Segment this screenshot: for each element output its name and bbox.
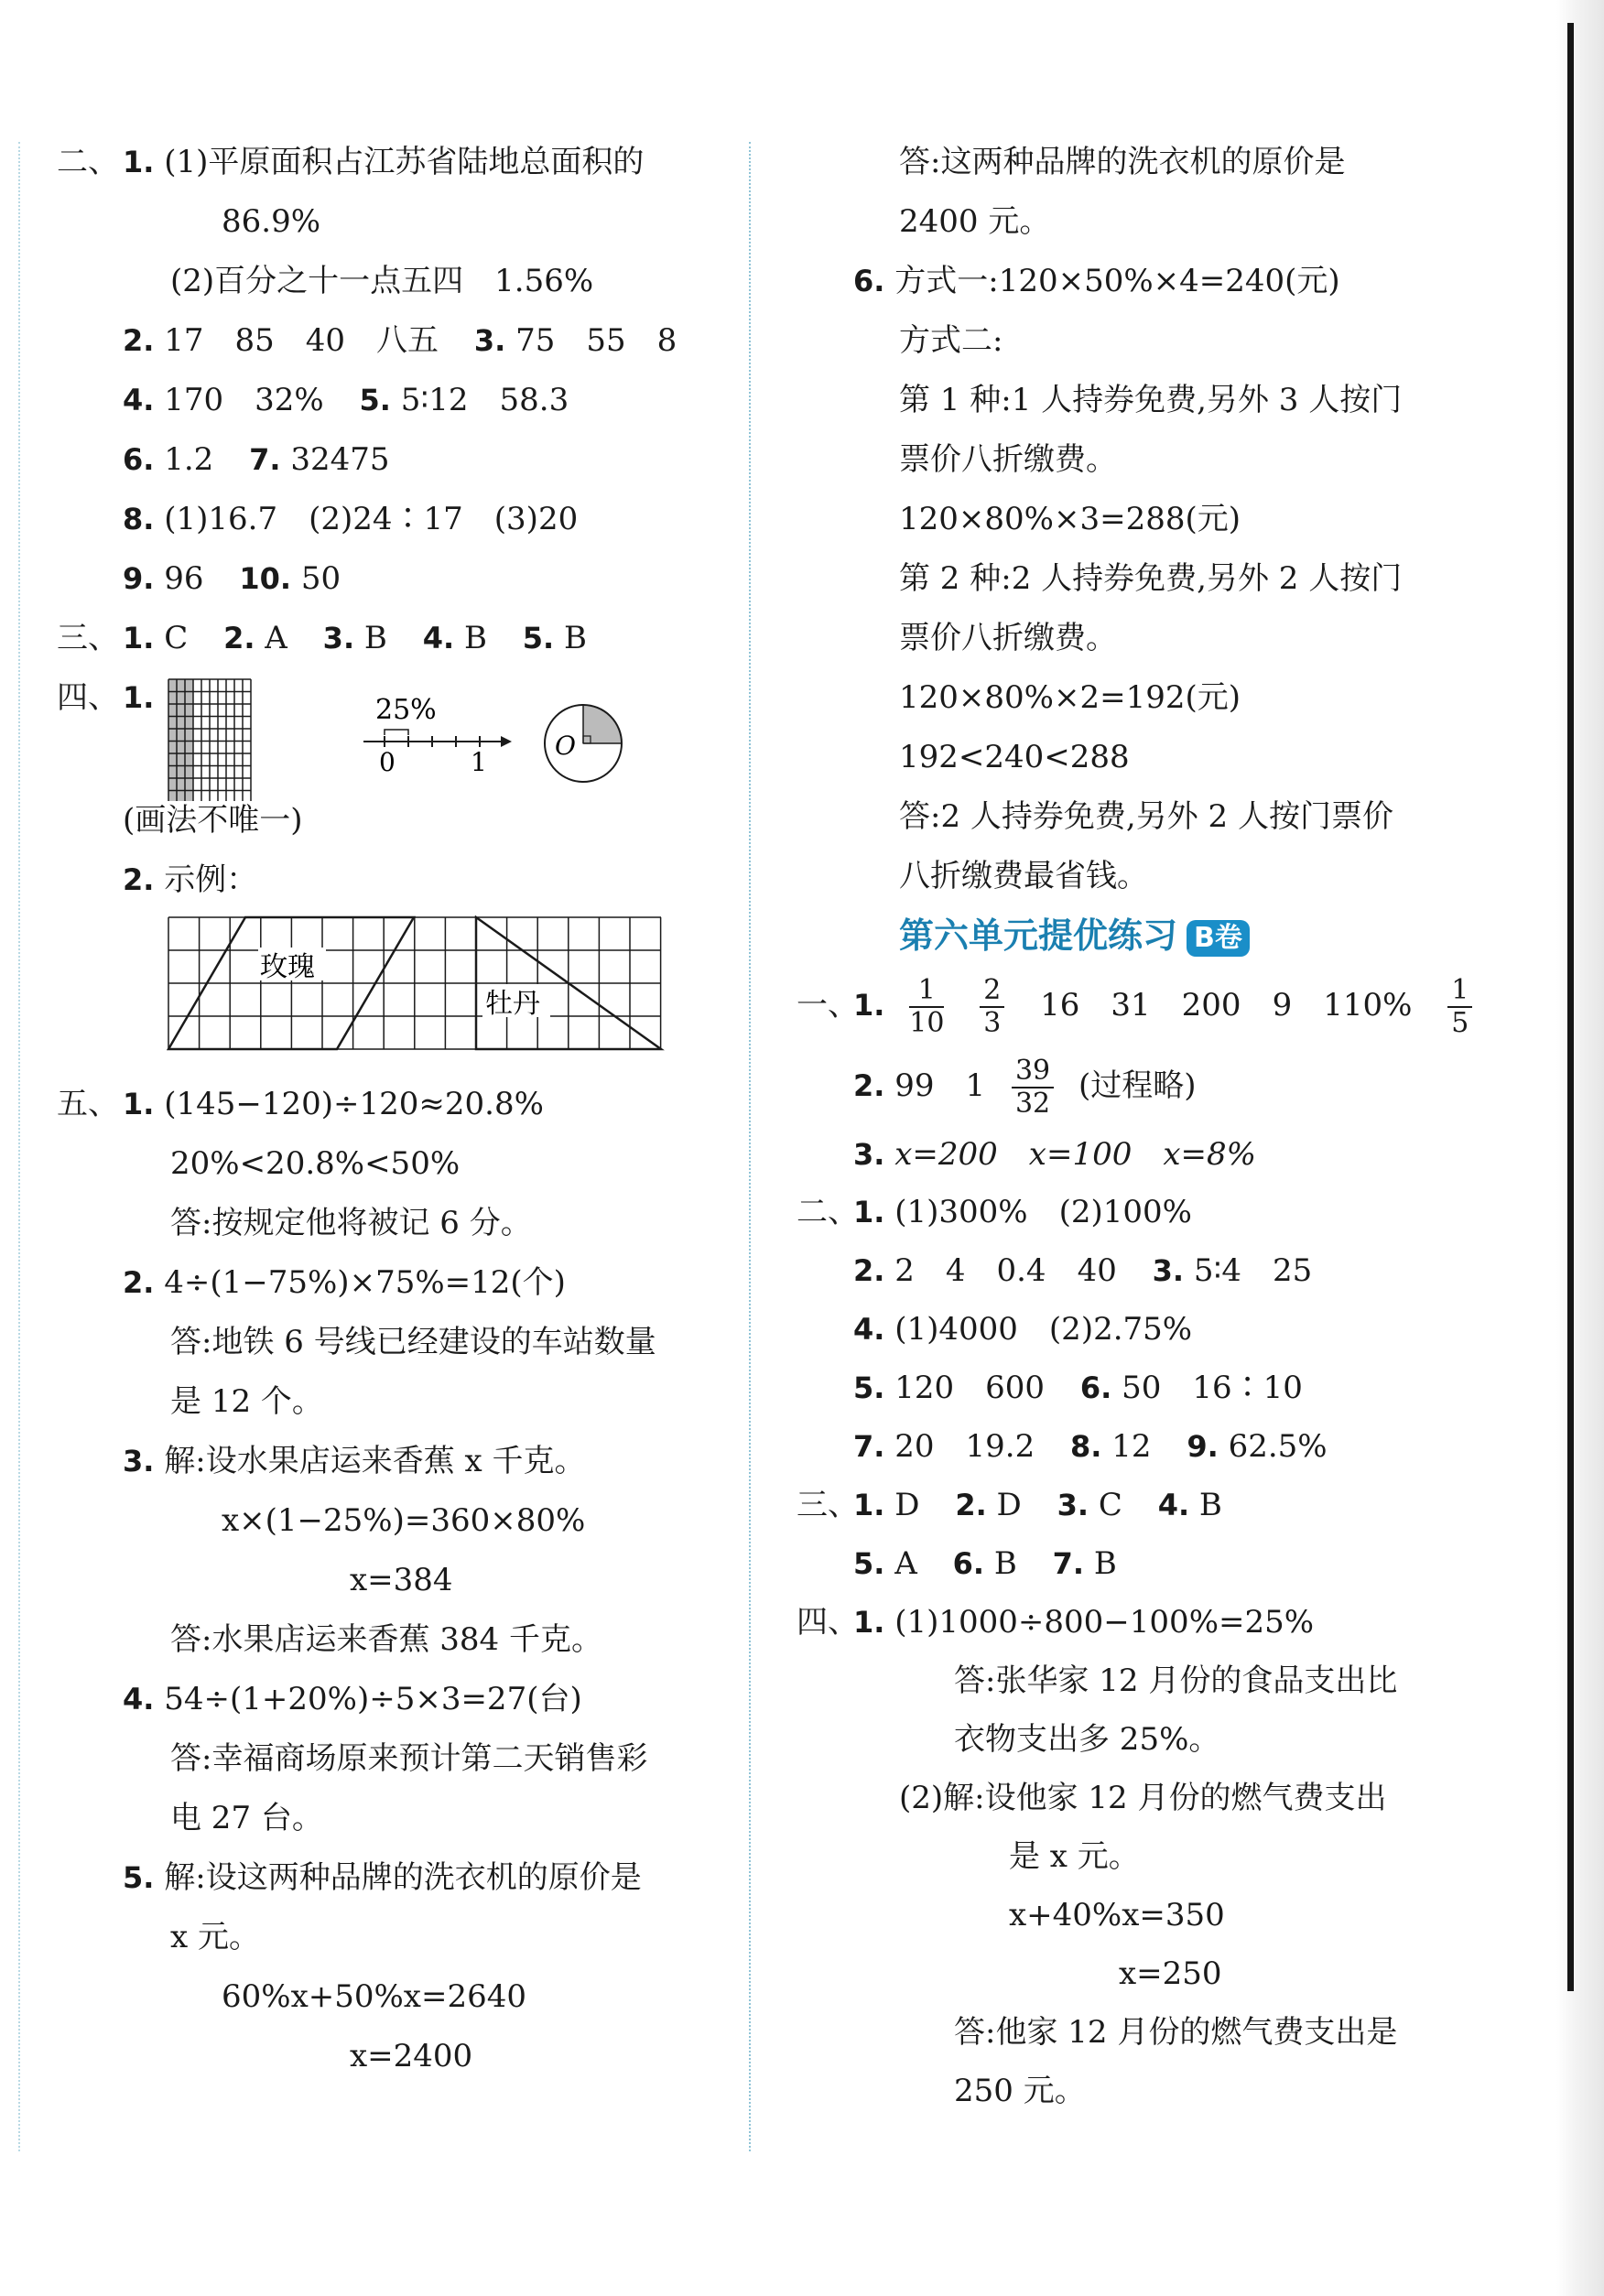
question-number: 2. [955, 1488, 987, 1522]
answer-line [797, 787, 1547, 847]
answer-line [57, 1075, 734, 1134]
answer-line [57, 1789, 734, 1848]
question-number: 2. [223, 621, 255, 655]
answer-text: 5∶4 25 [1193, 1252, 1313, 1289]
answer-text: 电 27 台。 [170, 1800, 323, 1836]
answer-text: 120×80%×3=288(元) [899, 501, 1241, 537]
answer-text: 方式二: [899, 322, 1003, 359]
answer-line [57, 430, 734, 490]
answer-line [57, 1372, 734, 1432]
answer-text: 16 31 200 9 110% [1040, 987, 1413, 1023]
percent-figures [167, 677, 734, 801]
question-number: 3. [1057, 1488, 1089, 1522]
answer-line [797, 2062, 1547, 2120]
answer-text: x=250 [1119, 1955, 1222, 1992]
answer-line [57, 1194, 734, 1253]
answer-line [57, 1908, 734, 1967]
zero-label: 0 [379, 747, 396, 777]
figure-row [57, 910, 734, 1075]
answer-text: x×(1−25%)=360×80% [222, 1502, 586, 1539]
answer-line [797, 2003, 1547, 2062]
answer-text: B [463, 620, 487, 656]
left-margin-guide [18, 142, 20, 2151]
answer-text: 50 [300, 560, 341, 597]
answer-text: 第 1 种:1 人持券免费,另外 3 人按门 [899, 382, 1403, 418]
percent-label: 25% [375, 694, 437, 726]
answer-line [797, 668, 1547, 728]
answer-line [797, 1652, 1547, 1710]
answer-line [797, 847, 1547, 906]
answer-text: 96 [164, 560, 204, 597]
answer-text: x=200 x=100 x=8% [894, 1136, 1256, 1173]
peony-label: 牡丹 [485, 988, 540, 1020]
question-number: 9. [1187, 1429, 1219, 1464]
answer-text: B [993, 1545, 1017, 1582]
question-number: 1. [853, 988, 885, 1023]
answer-line [797, 1300, 1547, 1359]
right-column [797, 133, 1547, 2120]
answer-line [797, 1359, 1547, 1417]
answer-text: B [363, 620, 387, 656]
question-number: 9. [123, 561, 155, 596]
question-number: 1. [123, 621, 155, 655]
answer-text: 75 55 8 [515, 322, 677, 359]
answer-text: D [894, 1487, 920, 1523]
question-number: 2. [853, 1253, 885, 1288]
answer-text: 86.9% [222, 203, 321, 240]
answer-text: (1)平原面积占江苏省陆地总面积的 [164, 144, 645, 180]
section-label: 五、 [57, 1086, 119, 1122]
answer-line [797, 371, 1547, 430]
question-number: 2. [123, 1265, 155, 1300]
answer-line [57, 850, 734, 910]
answer-text: C [1098, 1487, 1122, 1523]
question-number: 5. [853, 1370, 885, 1405]
answer-text: 2400 元。 [899, 203, 1051, 240]
center-label: O [555, 731, 576, 761]
answer-line [797, 1417, 1547, 1476]
answer-line [57, 133, 734, 192]
section-label: 四、 [797, 1604, 859, 1641]
answer-text: 192<240<288 [899, 739, 1130, 775]
section-label: 三、 [797, 1487, 859, 1523]
question-number: 1. [853, 1195, 885, 1229]
answer-line [797, 192, 1547, 252]
answer-text: 17 85 40 八五 [164, 322, 439, 359]
question-number: 3. [473, 323, 506, 358]
answer-text: 120 600 [894, 1370, 1046, 1406]
answer-line [57, 490, 734, 549]
question-number: 5. [522, 621, 555, 655]
answer-line [57, 1313, 734, 1372]
column-divider [749, 142, 751, 2151]
answer-text: x+40%x=350 [1009, 1897, 1225, 1933]
answer-text: 八折缴费最省钱。 [899, 858, 1148, 894]
answer-text: D [996, 1487, 1022, 1523]
answer-line [797, 1944, 1547, 2003]
percent-bracket [385, 730, 408, 735]
answer-text: (1)4000 (2)2.75% [894, 1311, 1193, 1348]
answer-line [57, 1432, 734, 1491]
answer-text: x 元。 [170, 1919, 260, 1955]
section-label: 二、 [57, 144, 119, 180]
question-number: 6. [853, 264, 885, 298]
answer-text: 答:水果店运来香蕉 384 千克。 [170, 1621, 602, 1658]
answer-text: 4÷(1−75%)×75%=12(个) [164, 1264, 566, 1301]
numerator: 39 [1012, 1056, 1054, 1088]
answer-text: 170 32% [164, 382, 324, 418]
fraction [1447, 975, 1472, 1039]
numerator: 2 [980, 975, 1004, 1008]
answer-text: 12 [1111, 1428, 1152, 1465]
question-number: 2. [853, 1068, 885, 1103]
answer-text: 2 4 0.4 40 [894, 1252, 1117, 1289]
answer-line [797, 1126, 1547, 1183]
answer-line [797, 549, 1547, 609]
rose-label: 玫瑰 [260, 951, 315, 983]
one-label: 1 [471, 747, 487, 777]
answer-line [57, 1610, 734, 1670]
answer-line [797, 1593, 1547, 1652]
answer-line [797, 1534, 1547, 1593]
fraction [1012, 1056, 1054, 1120]
answer-text: 60%x+50%x=2640 [222, 1978, 526, 2015]
fraction [909, 975, 944, 1039]
section-label: 四、 [57, 679, 119, 716]
volume-badge: B卷 [1187, 920, 1250, 957]
answer-line [797, 1886, 1547, 1944]
answer-text: A [265, 620, 287, 656]
question-number: 4. [422, 621, 455, 655]
answer-text: x=384 [350, 1562, 453, 1598]
answer-line [57, 668, 154, 728]
answer-text: (145−120)÷120≈20.8% [164, 1086, 544, 1122]
answer-line [57, 2027, 734, 2086]
answer-text: 答:地铁 6 号线已经建设的车站数量 [170, 1324, 656, 1360]
answer-line [797, 1241, 1547, 1300]
denominator: 32 [1014, 1088, 1051, 1120]
answer-text: 答:张华家 12 月份的食品支出比 [954, 1662, 1398, 1699]
answer-text: B [1093, 1545, 1117, 1582]
answer-text: 5∶12 58.3 [400, 382, 569, 418]
answer-text: 99 1 [894, 1067, 986, 1104]
answer-text: 20%<20.8%<50% [170, 1145, 461, 1182]
answer-text: 第 2 种:2 人持券免费,另外 2 人按门 [899, 560, 1403, 597]
answer-text: x=2400 [350, 2038, 473, 2074]
answer-text: 1.2 [164, 441, 214, 478]
answer-text: (过程略) [1078, 1067, 1197, 1104]
heading-text: 第六单元提优练习 [899, 915, 1178, 956]
question-number: 8. [123, 502, 155, 536]
question-number: 5. [123, 1860, 155, 1895]
page-edge-shadow [1556, 0, 1604, 2296]
answer-line [57, 791, 734, 850]
binding-edge [1567, 23, 1574, 1991]
section-label: 一、 [797, 987, 859, 1023]
denominator: 10 [909, 1007, 945, 1039]
denominator: 3 [983, 1007, 1002, 1039]
question-number: 1. [123, 145, 155, 179]
numerator: 1 [909, 975, 944, 1008]
question-number: 1. [853, 1605, 885, 1640]
answer-text: 答:这两种品牌的洗衣机的原价是 [899, 144, 1346, 180]
left-column [57, 133, 734, 2086]
unit-heading [797, 906, 1547, 965]
question-number: 6. [1079, 1370, 1112, 1405]
answer-line [57, 1491, 734, 1551]
question-number: 3. [1152, 1253, 1185, 1288]
answer-line [797, 1710, 1547, 1769]
answer-text: (1)1000÷800−100%=25% [894, 1604, 1315, 1641]
question-number: 3. [853, 1137, 885, 1172]
answer-line [57, 609, 734, 668]
answer-text: C [164, 620, 189, 656]
answer-text: 是 x 元。 [1009, 1838, 1140, 1875]
answer-text: 62.5% [1228, 1428, 1328, 1465]
question-number: 1. [123, 680, 155, 715]
answer-line [797, 490, 1547, 549]
answer-text: (2)解:设他家 12 月份的燃气费支出 [899, 1780, 1387, 1816]
answer-line [57, 1134, 734, 1194]
question-number: 3. [123, 1444, 155, 1478]
answer-line [797, 1769, 1547, 1827]
answer-text: (2)百分之十一点五四 1.56% [170, 263, 594, 299]
question-number: 5. [359, 383, 391, 417]
section-label: 二、 [797, 1194, 859, 1230]
answer-text: 答:幸福商场原来预计第二天销售彩 [170, 1740, 648, 1777]
answer-line [797, 311, 1547, 371]
answer-line [57, 1729, 734, 1789]
answer-text: 是 12 个。 [170, 1383, 323, 1420]
answer-line [797, 252, 1547, 311]
answer-text: 示例： [164, 861, 258, 898]
answer-line [797, 965, 1547, 1045]
answer-line [57, 311, 734, 371]
answer-text: 20 19.2 [894, 1428, 1035, 1465]
flower-bed-grid [167, 915, 670, 1071]
answer-line [57, 549, 734, 609]
question-number: 1. [853, 1488, 885, 1522]
question-number: 4. [123, 383, 155, 417]
answer-line [57, 1967, 734, 2027]
question-number: 6. [123, 442, 155, 477]
question-number: 7. [249, 442, 281, 477]
answer-line [57, 1253, 734, 1313]
answer-text: (1)300% (2)100% [894, 1194, 1192, 1230]
denominator: 5 [1451, 1007, 1469, 1039]
answer-text: A [894, 1545, 917, 1582]
answer-text: 衣物支出多 25%。 [954, 1721, 1220, 1758]
answer-line [797, 1827, 1547, 1886]
question-number: 1. [123, 1087, 155, 1121]
question-number: 6. [952, 1546, 985, 1581]
question-number: 8. [1070, 1429, 1102, 1464]
question-number: 4. [1157, 1488, 1190, 1522]
answer-line [797, 1183, 1547, 1241]
answer-line [797, 430, 1547, 490]
answer-line [57, 192, 734, 252]
answer-text: 解:设这两种品牌的洗衣机的原价是 [164, 1859, 642, 1896]
answer-line [797, 609, 1547, 668]
answer-text: 50 16∶10 [1122, 1370, 1303, 1406]
figure-row [57, 668, 734, 796]
fraction [980, 975, 1004, 1039]
note-text: (画法不唯一) [123, 802, 303, 839]
answer-line [57, 1848, 734, 1908]
answer-text: 方式一:120×50%×4=240(元) [894, 263, 1340, 299]
answer-text: 250 元。 [954, 2073, 1086, 2109]
answer-line [797, 1045, 1547, 1126]
answer-text: 答:他家 12 月份的燃气费支出是 [954, 2014, 1398, 2051]
answer-text: 票价八折缴费。 [899, 441, 1117, 478]
answer-line [57, 1670, 734, 1729]
answer-line [797, 133, 1547, 192]
answer-line [57, 1551, 734, 1610]
answer-text: 54÷(1+20%)÷5×3=27(台) [164, 1681, 582, 1717]
question-number: 10. [239, 561, 291, 596]
number-line-arrow [501, 736, 512, 747]
answer-text: 解:设水果店运来香蕉 x 千克。 [164, 1443, 586, 1479]
answer-text: 120×80%×2=192(元) [899, 679, 1241, 716]
question-number: 2. [123, 862, 155, 897]
answer-text: 答:2 人持券免费,另外 2 人按门票价 [899, 798, 1393, 835]
section-label: 三、 [57, 620, 119, 656]
question-number: 7. [1052, 1546, 1085, 1581]
answer-line [57, 371, 734, 430]
answer-line [57, 252, 734, 311]
answer-text: 票价八折缴费。 [899, 620, 1117, 656]
question-number: 7. [853, 1429, 885, 1464]
hundred-grid [168, 679, 193, 801]
answer-text: B [564, 620, 587, 656]
answer-text: B [1198, 1487, 1222, 1523]
question-number: 4. [853, 1312, 885, 1347]
answer-line [797, 1476, 1547, 1534]
answer-text: 32475 [290, 441, 390, 478]
question-number: 3. [322, 621, 355, 655]
question-number: 5. [853, 1546, 885, 1581]
answer-line [797, 728, 1547, 787]
answer-text: 答:按规定他将被记 6 分。 [170, 1205, 532, 1241]
question-number: 4. [123, 1682, 155, 1717]
question-number: 2. [123, 323, 155, 358]
numerator: 1 [1447, 975, 1472, 1008]
answer-text: (1)16.7 (2)24∶17 (3)20 [164, 501, 579, 537]
